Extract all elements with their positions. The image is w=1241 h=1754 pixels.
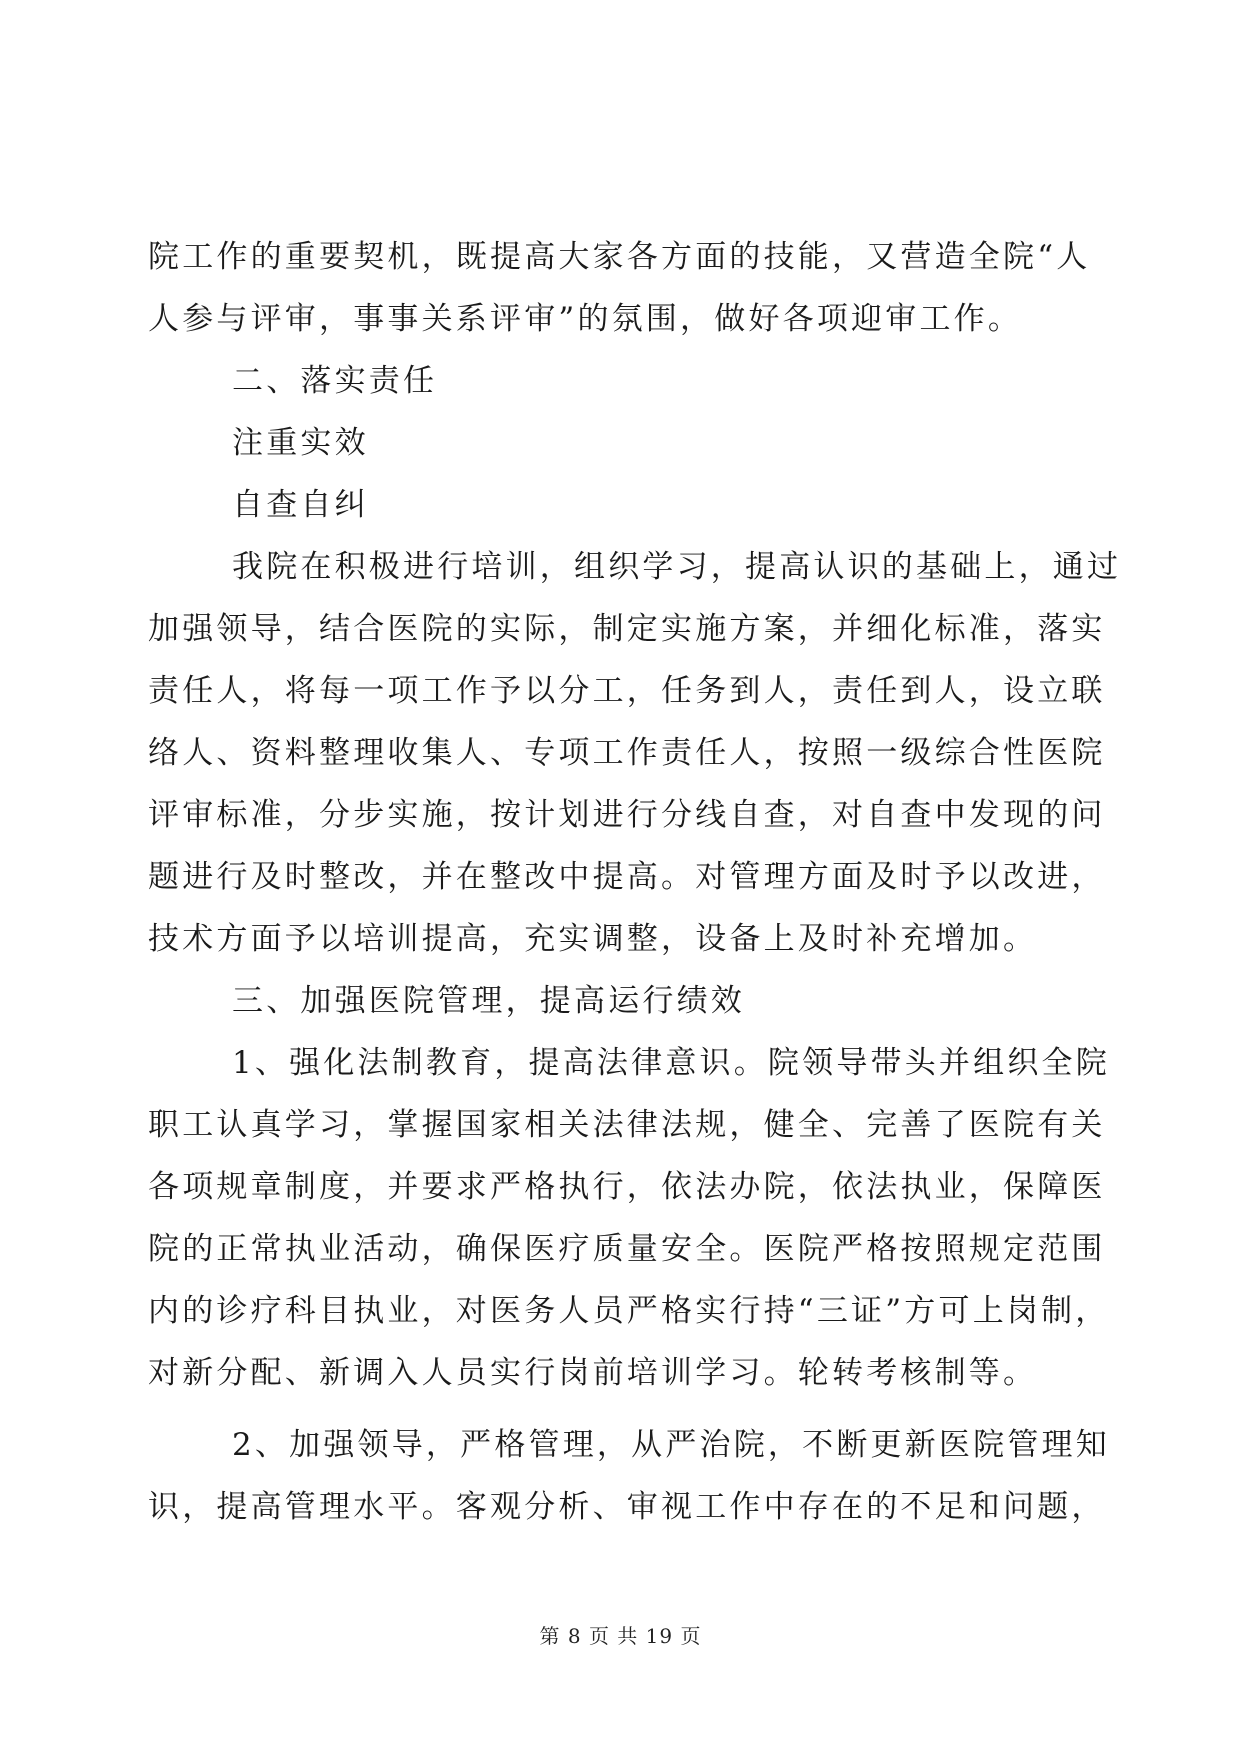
section-heading: 注重实效 xyxy=(232,425,369,461)
text-line: 络人、资料整理收集人、专项工作责任人，按照一级综合性医院 xyxy=(148,735,1106,771)
body-text xyxy=(148,226,1122,1538)
section-heading: 二、落实责任 xyxy=(232,363,438,399)
text-line: 加强领导，结合医院的实际，制定实施方案，并细化标准，落实 xyxy=(148,611,1106,647)
text-line: 院的正常执业活动，确保医疗质量安全。医院严格按照规定范围 xyxy=(148,1231,1106,1267)
text-line: 技术方面予以培训提高，充实调整，设备上及时补充增加。 xyxy=(148,921,1038,957)
text-line: 人参与评审，事事关系评审”的氛围，做好各项迎审工作。 xyxy=(148,301,1023,337)
text-line: 责任人，将每一项工作予以分工，任务到人，责任到人，设立联 xyxy=(148,673,1106,709)
paragraph-gap xyxy=(148,1404,1098,1414)
text-line: 2、加强领导，严格管理，从严治院，不断更新医院管理知 xyxy=(232,1427,1110,1463)
text-line: 各项规章制度，并要求严格执行，依法办院，依法执业，保障医 xyxy=(148,1169,1106,1205)
text-line: 1、强化法制教育，提高法律意识。院领导带头并组织全院 xyxy=(232,1045,1110,1081)
text-line: 对新分配、新调入人员实行岗前培训学习。轮转考核制等。 xyxy=(148,1355,1038,1391)
section-heading: 自查自纠 xyxy=(232,487,369,523)
text-line: 题进行及时整改，并在整改中提高。对管理方面及时予以改进， xyxy=(148,859,1106,895)
text-line: 职工认真学习，掌握国家相关法律法规，健全、完善了医院有关 xyxy=(148,1107,1106,1143)
text-line: 我院在积极进行培训，组织学习，提高认识的基础上，通过 xyxy=(232,549,1122,585)
section-heading: 三、加强医院管理，提高运行绩效 xyxy=(232,983,745,1019)
text-line: 评审标准，分步实施，按计划进行分线自查，对自查中发现的问 xyxy=(148,797,1106,833)
text-line: 内的诊疗科目执业，对医务人员严格实行持“三证”方可上岗制， xyxy=(148,1293,1110,1329)
text-line: 院工作的重要契机，既提高大家各方面的技能，又营造全院“人 xyxy=(148,239,1091,275)
text-line: 识，提高管理水平。客观分析、审视工作中存在的不足和问题， xyxy=(148,1489,1106,1525)
page-footer: 第 8 页 共 19 页 xyxy=(539,1624,702,1648)
